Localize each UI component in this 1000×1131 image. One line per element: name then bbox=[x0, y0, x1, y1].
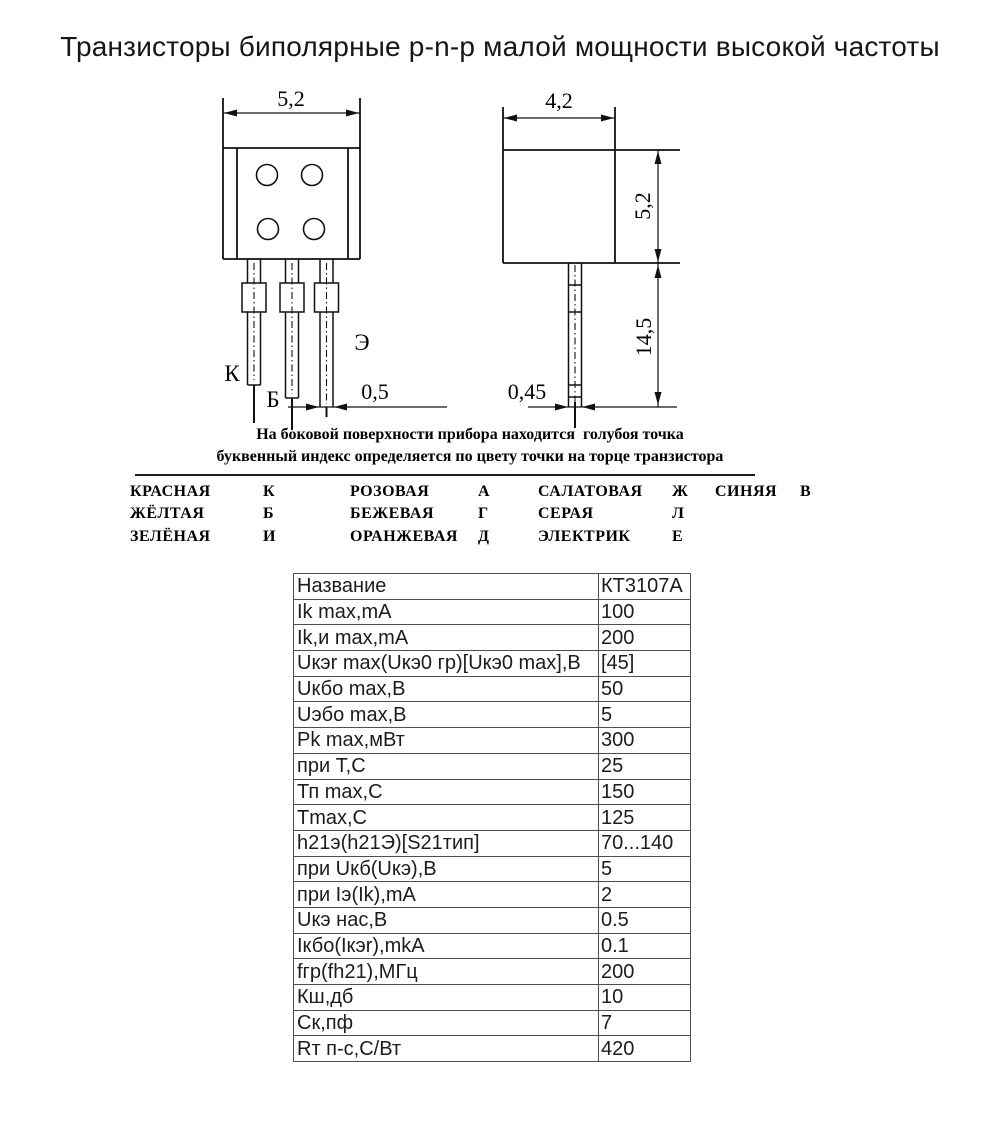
param-name: Название bbox=[294, 574, 599, 600]
side-lead bbox=[569, 263, 582, 428]
param-value: 70...140 bbox=[599, 830, 691, 856]
param-value: 10 bbox=[599, 985, 691, 1011]
param-name: при T,C bbox=[294, 753, 599, 779]
table-row bbox=[294, 1036, 691, 1062]
table-row bbox=[294, 907, 691, 933]
table-row bbox=[294, 779, 691, 805]
front-view-drawing bbox=[223, 86, 447, 430]
table-row bbox=[294, 856, 691, 882]
table-row bbox=[294, 1010, 691, 1036]
param-name: при Uкб(Uкэ),В bbox=[294, 856, 599, 882]
param-name: Ск,пф bbox=[294, 1010, 599, 1036]
parameters-table bbox=[293, 573, 691, 1062]
param-value: 5 bbox=[599, 856, 691, 882]
param-name: Ik,и max,mA bbox=[294, 625, 599, 651]
base-label: Б bbox=[266, 387, 280, 412]
color-name: РОЗОВАЯ bbox=[350, 483, 430, 500]
param-name: при Iэ(Ik),mA bbox=[294, 882, 599, 908]
index-letter: Е bbox=[672, 528, 684, 545]
collector-label: К bbox=[224, 361, 240, 386]
table-row bbox=[294, 805, 691, 831]
index-letter: Л bbox=[672, 505, 685, 522]
param-value: 200 bbox=[599, 625, 691, 651]
param-name: Uэбо max,В bbox=[294, 702, 599, 728]
param-value: 420 bbox=[599, 1036, 691, 1062]
color-name: ЖЁЛТАЯ bbox=[130, 505, 205, 522]
param-name: Кш,дб bbox=[294, 985, 599, 1011]
emitter-label: Э bbox=[354, 330, 370, 355]
param-name: Uкэ нас,В bbox=[294, 907, 599, 933]
param-value: [45] bbox=[599, 651, 691, 677]
table-row bbox=[294, 702, 691, 728]
param-name: fгр(fh21),МГц bbox=[294, 959, 599, 985]
base-lead bbox=[280, 259, 304, 430]
param-value: КТ3107А bbox=[599, 574, 691, 600]
param-value: 100 bbox=[599, 599, 691, 625]
param-value: 25 bbox=[599, 753, 691, 779]
front-width-dim: 5,2 bbox=[277, 86, 305, 111]
table-row bbox=[294, 985, 691, 1011]
front-lead-width-dim: 0,5 bbox=[361, 379, 389, 404]
table-row bbox=[294, 676, 691, 702]
param-value: 150 bbox=[599, 779, 691, 805]
color-name: СИНЯЯ bbox=[715, 483, 778, 500]
color-name: САЛАТОВАЯ bbox=[538, 483, 643, 500]
color-name: ЭЛЕКТРИК bbox=[538, 528, 631, 545]
side-view-drawing bbox=[503, 88, 680, 428]
note-line-2: буквенный индекс определяется по цвету точки на торце транзистора bbox=[216, 448, 724, 465]
index-letter: А bbox=[478, 483, 491, 500]
index-letter: В bbox=[800, 483, 812, 500]
param-value: 7 bbox=[599, 1010, 691, 1036]
color-name: ЗЕЛЁНАЯ bbox=[130, 528, 211, 545]
page-title: Транзисторы биполярные p-n-p малой мощности высокой частоты bbox=[60, 31, 940, 62]
index-letter: Б bbox=[263, 505, 275, 522]
color-code-table bbox=[130, 480, 830, 548]
side-height-dim: 5,2 bbox=[630, 192, 655, 220]
side-width-dim: 4,2 bbox=[545, 88, 573, 113]
color-code-row bbox=[130, 505, 830, 525]
param-value: 300 bbox=[599, 728, 691, 754]
param-name: Pk max,мВт bbox=[294, 728, 599, 754]
table-row bbox=[294, 651, 691, 677]
param-value: 0.5 bbox=[599, 907, 691, 933]
param-name: Uкбо max,В bbox=[294, 676, 599, 702]
color-code-row bbox=[130, 528, 830, 548]
color-name: СЕРАЯ bbox=[538, 505, 594, 522]
table-row bbox=[294, 728, 691, 754]
emitter-lead bbox=[315, 259, 339, 417]
param-value: 5 bbox=[599, 702, 691, 728]
table-row bbox=[294, 753, 691, 779]
param-value: 200 bbox=[599, 959, 691, 985]
index-letter: И bbox=[263, 528, 276, 545]
param-value: 2 bbox=[599, 882, 691, 908]
table-row bbox=[294, 959, 691, 985]
divider-line bbox=[135, 474, 755, 476]
side-lead-thickness-dim: 0,45 bbox=[507, 379, 547, 404]
note-line-1: На боковой поверхности прибора находится голубоя точка bbox=[256, 426, 684, 443]
index-letter: Г bbox=[478, 505, 489, 522]
table-row bbox=[294, 830, 691, 856]
param-name: Tmax,C bbox=[294, 805, 599, 831]
table-row bbox=[294, 625, 691, 651]
param-value: 50 bbox=[599, 676, 691, 702]
table-row bbox=[294, 574, 691, 600]
param-name: h21э(h21Э)[S21тип] bbox=[294, 830, 599, 856]
param-name: Ik max,mA bbox=[294, 599, 599, 625]
color-code-row bbox=[130, 483, 830, 503]
package-drawings bbox=[0, 85, 1000, 435]
index-letter: К bbox=[263, 483, 276, 500]
index-letter: Д bbox=[478, 528, 490, 545]
param-name: Uкэr max(Uкэ0 гр)[Uкэ0 max],В bbox=[294, 651, 599, 677]
param-name: Rт п-с,С/Вт bbox=[294, 1036, 599, 1062]
param-name: Iкбо(Iкэr),mkA bbox=[294, 933, 599, 959]
collector-lead bbox=[242, 259, 266, 423]
table-row bbox=[294, 933, 691, 959]
side-lead-length-dim: 14,5 bbox=[631, 317, 656, 357]
color-name: БЕЖЕВАЯ bbox=[350, 505, 435, 522]
param-name: Тп max,C bbox=[294, 779, 599, 805]
color-name: ОРАНЖЕВАЯ bbox=[350, 528, 458, 545]
table-row bbox=[294, 882, 691, 908]
index-letter: Ж bbox=[672, 483, 689, 500]
param-value: 0.1 bbox=[599, 933, 691, 959]
color-name: КРАСНАЯ bbox=[130, 483, 211, 500]
param-value: 125 bbox=[599, 805, 691, 831]
table-row bbox=[294, 599, 691, 625]
